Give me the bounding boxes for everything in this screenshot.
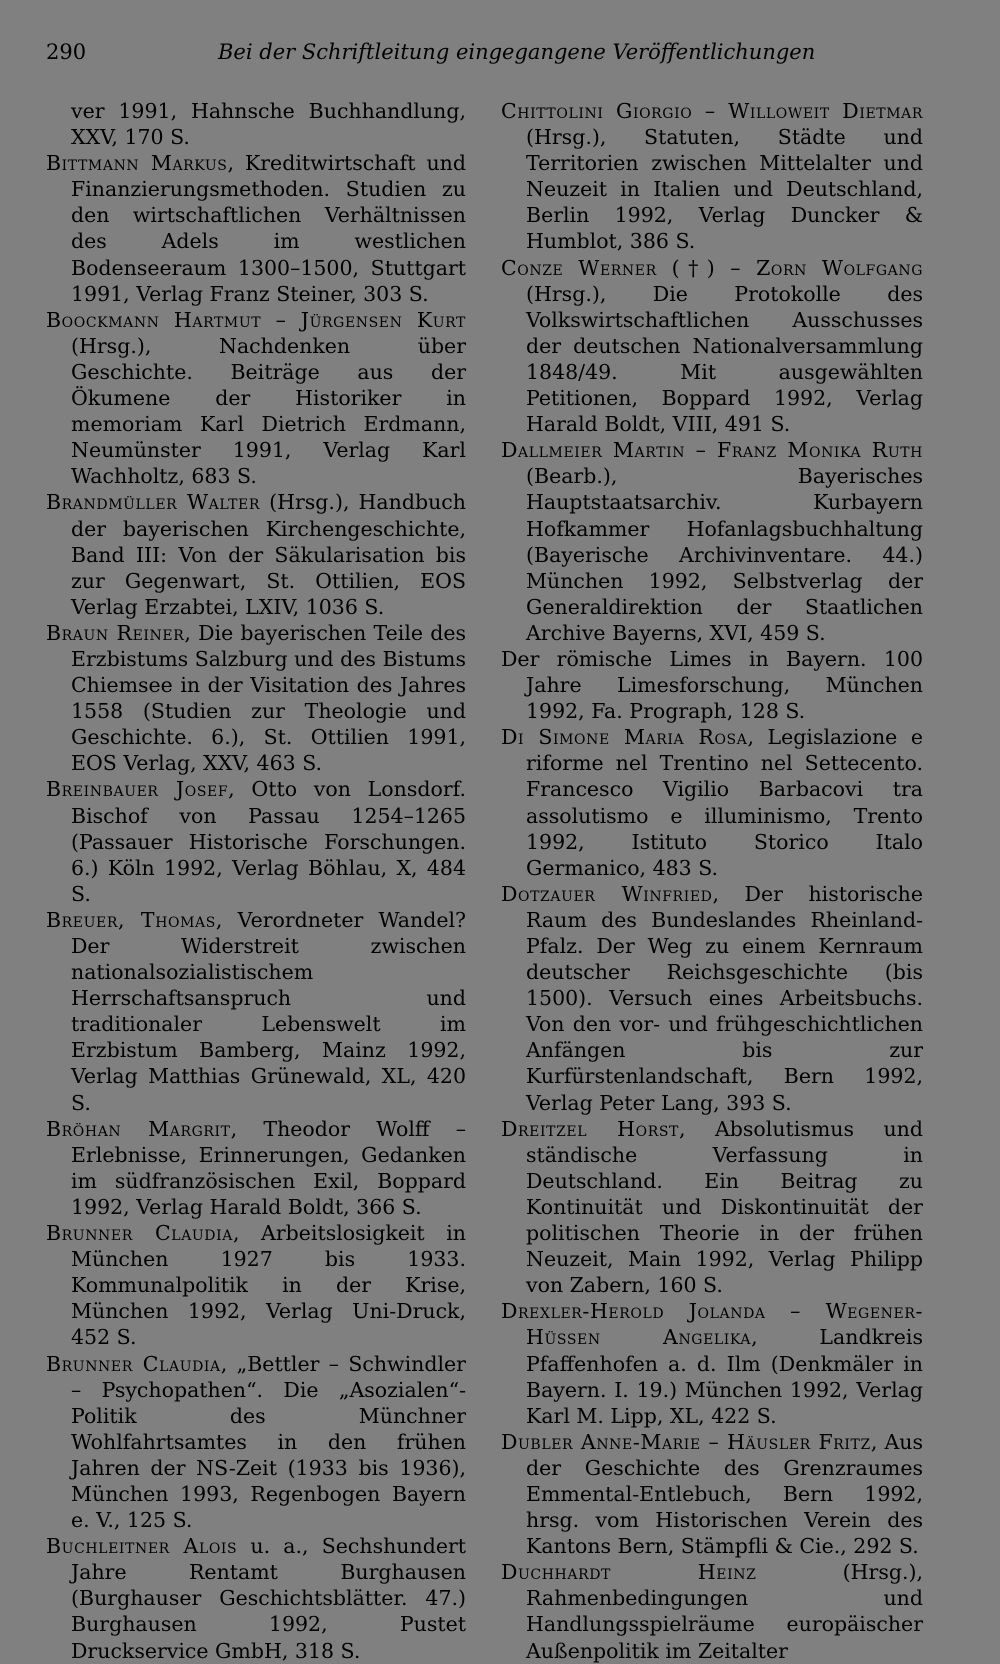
entry-text: , Kreditwirtschaft und Finanzierungsmethoden. Studien zu den wirtschaftlichen Verhältnissen des Adels im westlichen Bodenseeraum 1300–1500, Stuttgart 1991, Verlag Franz Steiner, 303 S. [71, 151, 467, 306]
bibliography-entry [501, 724, 923, 881]
bibliography-entry [46, 907, 466, 1116]
bibliography-entry [46, 620, 466, 777]
bibliography-entry [46, 98, 466, 150]
entry-text: ver 1991, Hahnsche Buchhandlung, XXV, 170 S. [71, 99, 466, 150]
entry-text: Der römische Limes in Bayern. 100 Jahre Limesforschung, München 1992, Fa. Prograph, 128 S. [501, 646, 923, 724]
entry-text: , Legislazione e riforme nel Trentino nel Settecento. Francesco Vigilio Barbacovi tra assolutismo e illuminismo, Trento 1992, Istituto Storico Italo Germanico, 483 S. [526, 725, 923, 880]
bibliography-entry [46, 1116, 466, 1220]
left-column [46, 98, 466, 1664]
bibliography-entry [46, 1351, 466, 1534]
bibliography-entry [501, 1559, 923, 1663]
bibliography-entry [501, 255, 923, 438]
right-column [501, 98, 923, 1664]
entry-author: Dubler Anne-Marie – Häusler Fritz [501, 1429, 871, 1454]
entry-text: , Verordneter Wandel? Der Widerstreit zwischen nationalsozialistischem Herrschaftsanspruch und traditionaler Lebenswelt im Erzbistum Bamberg, Mainz 1992, Verlag Matthias Grünewald, XL, 420 S. [71, 907, 467, 1115]
entry-author: Duchhardt Heinz [501, 1560, 757, 1585]
entry-author: Brunner Claudia [46, 1221, 233, 1246]
entry-text: u. a., Sechshundert Jahre Rentamt Burghausen (Burghauser Geschichtsblätter. 47.) Burghausen 1992, Pustet Druckservice GmbH, 318 S. [71, 1534, 466, 1663]
bibliography-entry [501, 1298, 923, 1428]
entry-text: , Landkreis Pfaffenhofen a. d. Ilm (Denkmäler in Bayern. I. 19.) München 1992, Verlag Karl M. Lipp, XL, 422 S. [526, 1325, 924, 1428]
entry-text: (Hrsg.), Handbuch der bayerischen Kirchengeschichte, Band III: Von der Säkularisation bis zur Gegenwart, St. Ottilien, EOS Verlag Erzabtei, LXIV, 1036 S. [71, 490, 466, 619]
bibliography-entry [501, 881, 923, 1116]
bibliography-entry [46, 1220, 466, 1350]
entry-author: Buchleitner Alois [46, 1534, 238, 1559]
entry-text: (Hrsg.), Rahmenbedingungen und Handlungsspielräume europäischer Außenpolitik im Zeitalter [526, 1560, 923, 1663]
bibliography-entry [46, 150, 466, 307]
bibliography-entry [46, 307, 466, 490]
page-header [46, 40, 924, 74]
bibliography-entry [46, 776, 466, 906]
entry-author: Drexler-Herold Jolanda – Wegener-Hüssen Angelika [501, 1299, 923, 1350]
bibliography-entry [501, 646, 923, 724]
entry-text: , „Bettler – Schwindler – Psychopathen“. Die „Asozialen“-Politik des Münchner Wohlfahrtsamtes in den frühen Jahren der NS-Zeit (1933 bis 1936), München 1993, Regenbogen Bayern e. V., 125 S. [71, 1351, 466, 1533]
bibliography-entry [46, 1533, 466, 1663]
entry-author: Brandmüller Walter [46, 490, 261, 515]
bibliography-entry [501, 1429, 923, 1559]
entry-author: Braun Reiner [46, 620, 185, 645]
bibliography-entry [501, 98, 923, 255]
entry-text: , Theodor Wolff – Erlebnisse, Erinnerungen, Gedanken im südfranzösischen Exil, Boppard 1992, Verlag Harald Boldt, 366 S. [71, 1116, 466, 1219]
entry-author: Dotzauer Winfried [501, 881, 713, 906]
entry-text: (Hrsg.), Statuten, Städte und Territorien zwischen Mittelalter und Neuzeit in Italien und Deutschland, Berlin 1992, Verlag Duncker & Humblot, 386 S. [526, 125, 923, 254]
entry-text: , Die bayerischen Teile des Erzbistums Salzburg und des Bistums Chiemsee in der Visitation des Jahres 1558 (Studien zur Theologie und Geschichte. 6.), St. Ottilien 1991, EOS Verlag, XXV, 463 S. [71, 620, 466, 776]
entry-author: Bröhan Margrit [46, 1116, 231, 1141]
entry-author: Breinbauer Josef [46, 777, 229, 802]
bibliography-entry [501, 1116, 923, 1299]
entry-author: Dallmeier Martin – Franz Monika Ruth [501, 438, 923, 463]
running-title: Bei der Schriftleitung eingegangene Veröffentlichungen [218, 40, 816, 64]
entry-author: Conze Werner (†) – Zorn Wolfgang [501, 255, 923, 280]
entry-text: , Absolutismus und ständische Verfassung in Deutschland. Ein Beitrag zu Kontinuität und Diskontinuität der politischen Theorie in der frühen Neuzeit, Main 1992, Verlag Philipp von Zabern, 160 S. [526, 1116, 923, 1298]
page-number: 290 [46, 40, 87, 64]
entry-author: Brunner Claudia [46, 1351, 221, 1376]
entry-text: , Aus der Geschichte des Grenzraumes Emmental-Entlebuch, Bern 1992, hrsg. vom Historischen Verein des Kantons Bern, Stämpfli & Cie., 292 S. [526, 1429, 923, 1559]
entry-author: Boockmann Hartmut – Jürgensen Kurt [46, 307, 466, 332]
entry-text: (Bearb.), Bayerisches Hauptstaatsarchiv. Kurbayern Hofkammer Hofanlagsbuchhaltung (Bayerische Archivinventare. 44.) München 1992, Selbstverlag der Generaldirektion der Staatlichen Archive Bayerns, XVI, 459 S. [526, 464, 923, 645]
bibliography-entry [501, 437, 923, 646]
entry-author: Di Simone Maria Rosa [501, 725, 748, 750]
bibliography-entry [46, 489, 466, 619]
entry-author: Dreitzel Horst [501, 1116, 679, 1141]
entry-text: (Hrsg.), Nachdenken über Geschichte. Beiträge aus der Ökumene der Historiker in memoriam Karl Dietrich Erdmann, Neumünster 1991, Verlag Karl Wachholtz, 683 S. [71, 333, 466, 489]
entry-text: , Der historische Raum des Bundeslandes Rheinland-Pfalz. Der Weg zu einem Kernraum deutscher Reichsgeschichte (bis 1500). Versuch eines Arbeitsbuchs. Von den vor- und frühgeschichtlichen Anfängen bis zur Kurfürstenlandschaft, Bern 1992, Verlag Peter Lang, 393 S. [526, 881, 924, 1115]
entry-author: Bittmann Markus [46, 151, 228, 176]
entry-text: , Arbeitslosigkeit in München 1927 bis 1933. Kommunalpolitik in der Krise, München 1992, Verlag Uni-Druck, 452 S. [71, 1221, 466, 1350]
entry-text: (Hrsg.), Die Protokolle des Volkswirtschaftlichen Ausschusses der deutschen Nationalversammlung 1848/49. Mit ausgewählten Petitionen, Boppard 1992, Verlag Harald Boldt, VIII, 491 S. [526, 281, 923, 437]
entry-author: Breuer, Thomas [46, 907, 216, 932]
entry-text: , Otto von Lonsdorf. Bischof von Passau 1254–1265 (Passauer Historische Forschungen. 6.) Köln 1992, Verlag Böhlau, X, 484 S. [71, 777, 466, 906]
entry-author: Chittolini Giorgio – Willoweit Dietmar [501, 99, 923, 123]
